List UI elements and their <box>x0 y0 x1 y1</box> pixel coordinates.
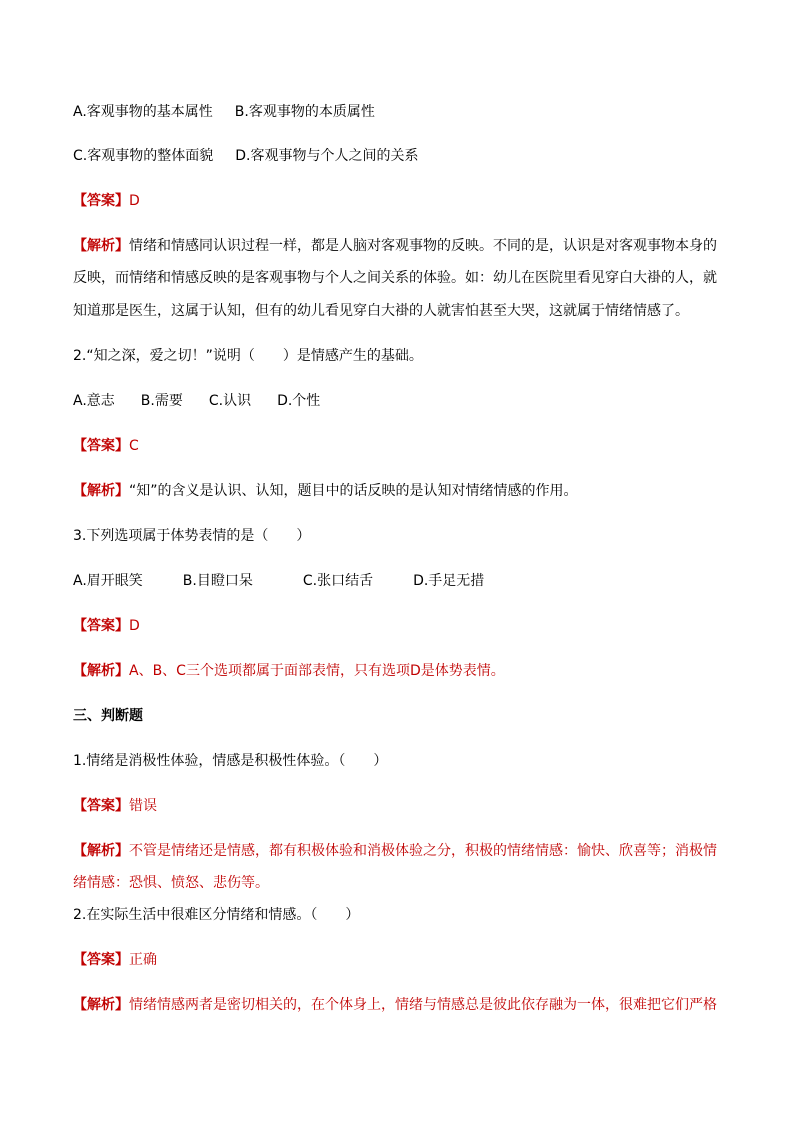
q1-option-a: A.客观事物的基本属性 <box>73 104 213 120</box>
answer-label: 【答案】 <box>73 438 129 454</box>
analysis-label: 【解析】 <box>73 997 129 1013</box>
q3-analysis <box>73 662 505 680</box>
q2-analysis <box>73 482 578 500</box>
q1-options-row-1 <box>73 103 375 121</box>
section-heading: 三、判断题 <box>73 708 143 724</box>
tf2-answer <box>73 951 157 969</box>
q3-question: 3.下列选项属于体势表情的是（ ） <box>73 528 311 544</box>
tf1-question: 1.情绪是消极性体验，情感是积极性体验。（ ） <box>73 753 388 769</box>
q3-answer <box>73 617 140 635</box>
q2-answer <box>73 437 139 455</box>
answer-label: 【答案】 <box>73 952 129 968</box>
q1-option-d: D.客观事物与个人之间的关系 <box>235 148 419 164</box>
q1-answer <box>73 192 140 210</box>
tf2-question: 2.在实际生活中很难区分情绪和情感。（ ） <box>73 907 360 923</box>
answer-value: D <box>129 193 140 209</box>
q1-options-row-2 <box>73 147 418 165</box>
q1-analysis-line-3: 知道那是医生，这属于认知，但有的幼儿看见穿白大褂的人就害怕甚至大哭，这就属于情绪情感了。 <box>73 303 689 319</box>
analysis-text: 情绪和情感同认识过程一样，都是人脑对客观事物的反映。不同的是，认识是对客观事物本身的 <box>129 238 717 254</box>
q1-option-c: C.客观事物的整体面貌 <box>73 148 214 164</box>
analysis-text: “知”的含义是认识、认知，题目中的话反映的是认知对情绪情感的作用。 <box>129 483 578 499</box>
q2-option-d: D.个性 <box>277 393 321 409</box>
q2-option-a: A.意志 <box>73 393 115 409</box>
q2-question: 2.“知之深，爱之切！”说明（ ）是情感产生的基础。 <box>73 348 423 364</box>
answer-label: 【答案】 <box>73 618 129 634</box>
q2-options <box>73 392 320 410</box>
analysis-text: 情绪情感两者是密切相关的，在个体身上，情绪与情感总是彼此依存融为一体，很难把它们严格 <box>129 997 717 1013</box>
q1-analysis-line-1 <box>73 237 717 255</box>
answer-value: 正确 <box>129 952 157 968</box>
analysis-label: 【解析】 <box>73 238 129 254</box>
analysis-label: 【解析】 <box>73 483 129 499</box>
q1-analysis-line-2: 反映，而情绪和情感反映的是客观事物与个人之间关系的体验。如：幼儿在医院里看见穿白大褂的人，就 <box>73 270 717 286</box>
analysis-text: 不管是情绪还是情感，都有积极体验和消极体验之分，积极的情绪情感：愉快、欣喜等；消极情 <box>129 843 717 859</box>
answer-value: D <box>129 618 140 634</box>
tf2-analysis-line-1 <box>73 996 717 1014</box>
q3-options <box>73 572 484 590</box>
q3-option-c: C.张口结舌 <box>302 573 374 589</box>
answer-label: 【答案】 <box>73 798 129 814</box>
q2-option-c: C.认识 <box>208 393 252 409</box>
analysis-label: 【解析】 <box>73 663 129 679</box>
q1-option-b: B.客观事物的本质属性 <box>234 104 375 120</box>
q3-option-a: A.眉开眼笑 <box>73 573 143 589</box>
tf1-analysis-line-1 <box>73 842 717 860</box>
tf1-analysis-line-2: 绪情感：恐惧、愤怒、悲伤等。 <box>73 875 269 891</box>
tf1-answer <box>73 797 157 815</box>
q3-option-d: D.手足无措 <box>413 573 485 589</box>
answer-label: 【答案】 <box>73 193 129 209</box>
analysis-label: 【解析】 <box>73 843 129 859</box>
answer-value: 错误 <box>129 798 157 814</box>
analysis-text: A、B、C三个选项都属于面部表情，只有选项D是体势表情。 <box>129 663 505 679</box>
q2-option-b: B.需要 <box>140 393 183 409</box>
q3-option-b: B.目瞪口呆 <box>182 573 253 589</box>
answer-value: C <box>129 438 139 454</box>
